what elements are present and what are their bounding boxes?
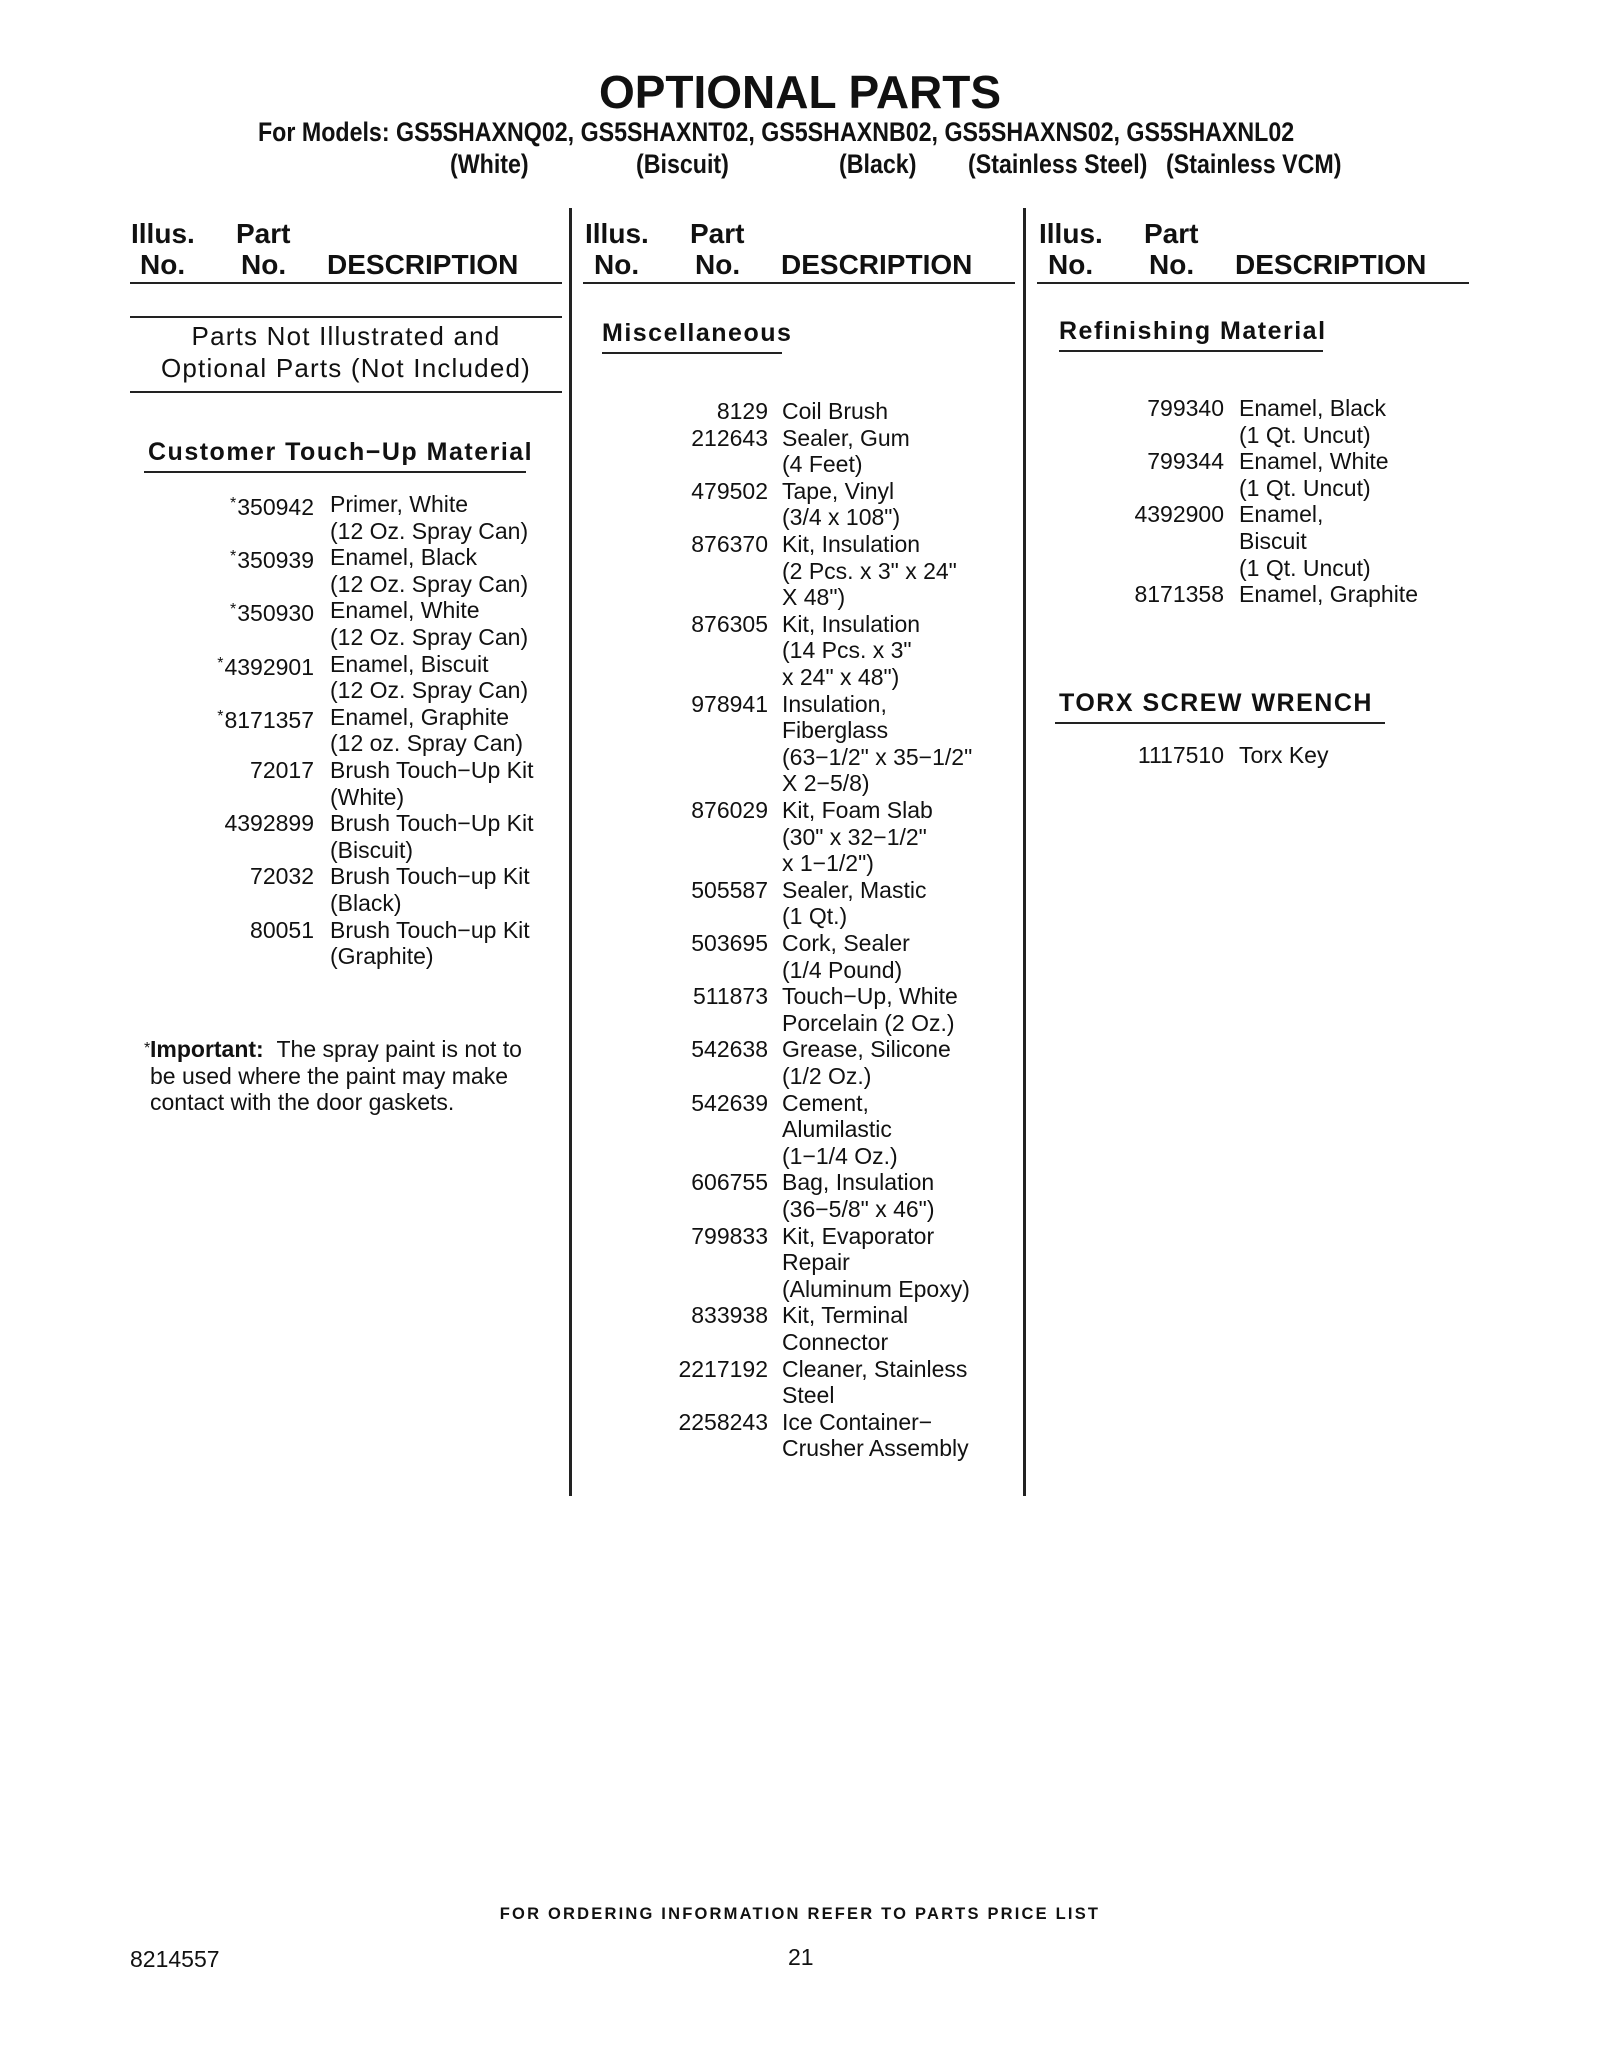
section-title-text: Refinishing Material xyxy=(1059,317,1327,345)
variant-biscuit: (Biscuit) xyxy=(636,149,729,179)
intro-line: Optional Parts (Not Included) xyxy=(160,353,532,383)
asterisk-mark: * xyxy=(230,495,237,512)
header-part-no: No. xyxy=(241,249,287,280)
header-illus-no: No. xyxy=(1048,249,1094,280)
header-rule xyxy=(583,282,1015,284)
part-row xyxy=(610,930,1010,983)
section-underline xyxy=(602,352,782,354)
header-description: DESCRIPTION xyxy=(781,249,973,280)
part-row xyxy=(610,1223,1010,1303)
part-number-value: 876305 xyxy=(691,610,768,637)
ordering-note: FOR ORDERING INFORMATION REFER TO PARTS PRICE LIST xyxy=(499,1905,1101,1923)
models-line: For Models: GS5SHAXNQ02, GS5SHAXNT02, GS5SHAXNB02, GS5SHAXNS02, GS5SHAXNL02 xyxy=(258,117,1295,147)
part-number-value: 606755 xyxy=(691,1169,768,1196)
part-row xyxy=(610,398,1010,425)
part-number xyxy=(610,531,768,558)
note-label: Important: xyxy=(150,1036,264,1062)
part-number xyxy=(610,983,768,1010)
part-number-value: 511873 xyxy=(692,983,768,1010)
part-number xyxy=(610,611,768,638)
header-part: Part xyxy=(690,218,745,249)
part-row xyxy=(610,1409,1010,1462)
header-description: DESCRIPTION xyxy=(1235,249,1427,280)
part-row xyxy=(610,983,1010,1036)
asterisk-mark: * xyxy=(230,548,237,566)
part-description: Brush Touch−Up Kit (Biscuit) xyxy=(330,810,534,863)
variant-stainless-steel: (Stainless Steel) xyxy=(968,149,1148,179)
part-number xyxy=(610,1169,768,1196)
note-text: The spray paint is not to be used where the paint may make contact with the door gaskets. xyxy=(150,1036,522,1116)
part-description: Enamel, Biscuit (12 Oz. Spray Can) xyxy=(330,650,529,704)
part-number-value: 503695 xyxy=(691,930,768,956)
part-number xyxy=(610,1036,768,1063)
part-number-value: 479502 xyxy=(691,477,768,504)
part-row xyxy=(150,863,560,916)
important-note xyxy=(144,1036,550,1116)
section-underline xyxy=(1055,722,1385,724)
part-number-value: 4392901 xyxy=(224,653,314,680)
part-row xyxy=(150,544,560,597)
part-number xyxy=(610,877,768,904)
part-number xyxy=(610,425,768,452)
section-title-text: Customer Touch−Up Material xyxy=(148,438,534,466)
part-number xyxy=(610,797,768,824)
part-row xyxy=(610,531,1010,611)
header-illus: Illus. xyxy=(131,218,195,249)
part-number-value: 876029 xyxy=(691,797,768,823)
part-number xyxy=(610,1223,768,1250)
part-number xyxy=(150,597,314,627)
part-description: Torx Key xyxy=(1239,742,1329,768)
part-number-value: 350930 xyxy=(237,600,314,627)
part-description: Tape, Vinyl (3/4 x 108") xyxy=(782,477,901,531)
page-number: 21 xyxy=(788,1944,814,1970)
part-description: Primer, White (12 Oz. Spray Can) xyxy=(330,491,529,544)
part-number-value: 80051 xyxy=(250,916,314,943)
part-number-value: 542638 xyxy=(691,1036,768,1063)
part-row xyxy=(610,1169,1010,1222)
part-description: Bag, Insulation (36−5/8" x 46") xyxy=(782,1169,935,1222)
variant-black: (Black) xyxy=(839,149,917,179)
part-row xyxy=(1060,501,1460,581)
part-number xyxy=(150,757,314,784)
part-number xyxy=(610,930,768,957)
note-asterisk: * xyxy=(144,1040,151,1057)
part-row xyxy=(610,425,1010,478)
part-description: Enamel, Graphite xyxy=(1239,581,1418,608)
part-description: Enamel, Biscuit (1 Qt. Uncut) xyxy=(1239,501,1371,581)
part-description: Kit, Insulation (2 Pcs. x 3" x 24" X 48") xyxy=(782,531,957,611)
part-description: Coil Brush xyxy=(782,398,889,424)
part-number-value: 4392900 xyxy=(1134,501,1224,528)
part-description: Kit, Terminal Connector xyxy=(782,1302,909,1355)
part-description: Ice Container− Crusher Assembly xyxy=(782,1408,969,1462)
part-number-value: 799340 xyxy=(1147,395,1224,421)
section-underline xyxy=(1059,350,1323,352)
variant-white: (White) xyxy=(450,149,529,179)
intro-line: Parts Not Illustrated and xyxy=(191,321,501,351)
part-number-value: 8171358 xyxy=(1134,581,1224,608)
part-number-value: 833938 xyxy=(691,1302,768,1329)
part-row xyxy=(610,691,1010,797)
intro-top-rule xyxy=(130,316,562,318)
part-number-value: 1117510 xyxy=(1137,742,1224,768)
part-description: Touch−Up, White Porcelain (2 Oz.) xyxy=(782,983,958,1036)
part-number xyxy=(1060,581,1224,608)
part-number-value: 212643 xyxy=(691,424,768,451)
part-number-value: 72017 xyxy=(250,757,314,783)
part-number-value: 876370 xyxy=(691,531,768,557)
header-illus-no: No. xyxy=(140,249,186,280)
part-number xyxy=(610,478,768,505)
header-part-no: No. xyxy=(1149,249,1195,280)
part-number xyxy=(610,691,768,718)
part-row xyxy=(610,611,1010,691)
part-number xyxy=(610,398,768,425)
part-row xyxy=(610,1090,1010,1170)
section-title-misc xyxy=(602,318,792,348)
part-number xyxy=(1060,742,1224,769)
part-number xyxy=(610,1356,768,1383)
part-row xyxy=(610,797,1010,877)
header-illus-no: No. xyxy=(594,249,640,280)
section-title-text: Miscellaneous xyxy=(602,319,793,347)
column-divider xyxy=(569,208,572,1496)
part-number-value: 505587 xyxy=(691,876,768,903)
header-part-no: No. xyxy=(695,249,741,280)
part-row xyxy=(1060,581,1460,608)
part-description: Enamel, White (1 Qt. Uncut) xyxy=(1239,448,1389,501)
part-number xyxy=(150,544,314,574)
variant-stainless-vcm: (Stainless VCM) xyxy=(1166,149,1342,179)
part-number-value: 8129 xyxy=(716,398,768,424)
part-description: Enamel, Black (12 Oz. Spray Can) xyxy=(330,544,529,597)
part-number xyxy=(1060,395,1224,422)
part-number xyxy=(150,491,314,521)
part-number-value: 799344 xyxy=(1147,448,1224,475)
part-description: Cement, Alumilastic (1−1/4 Oz.) xyxy=(782,1089,898,1169)
part-description: Enamel, Black (1 Qt. Uncut) xyxy=(1239,395,1387,448)
part-description: Kit, Foam Slab (30" x 32−1/2" x 1−1/2") xyxy=(782,797,933,877)
part-row xyxy=(610,1356,1010,1409)
part-row xyxy=(150,704,560,757)
part-number xyxy=(1060,448,1224,475)
section-title-refinishing xyxy=(1059,316,1327,346)
header-description: DESCRIPTION xyxy=(327,249,519,280)
part-row xyxy=(150,757,560,810)
asterisk-mark: * xyxy=(217,707,224,725)
page-title: OPTIONAL PARTS xyxy=(598,66,1002,118)
part-number xyxy=(150,651,314,681)
header-illus: Illus. xyxy=(585,218,649,249)
asterisk-mark: * xyxy=(230,601,237,619)
part-row xyxy=(150,810,560,863)
part-number-value: 350939 xyxy=(237,547,314,574)
asterisk-mark: * xyxy=(217,654,224,672)
part-number-value: 2258243 xyxy=(678,1408,768,1435)
part-description: Sealer, Mastic (1 Qt.) xyxy=(782,876,927,930)
section-title-torx xyxy=(1059,688,1373,718)
part-description: Kit, Evaporator Repair (Aluminum Epoxy) xyxy=(782,1222,970,1302)
part-number xyxy=(150,810,314,837)
section-title-touchup xyxy=(148,437,533,467)
header-illus: Illus. xyxy=(1039,218,1103,249)
part-row xyxy=(150,651,560,704)
part-description: Grease, Silicone (1/2 Oz.) xyxy=(782,1036,951,1089)
header-part: Part xyxy=(1144,218,1199,249)
part-description: Sealer, Gum (4 Feet) xyxy=(782,424,910,478)
part-description: Brush Touch−Up Kit (White) xyxy=(330,757,534,810)
part-number-value: 2217192 xyxy=(678,1355,768,1382)
part-description: Cleaner, Stainless Steel xyxy=(782,1355,968,1409)
part-number-value: 72032 xyxy=(250,863,314,890)
part-row xyxy=(610,1036,1010,1089)
section-title-text: TORX SCREW WRENCH xyxy=(1059,689,1373,717)
column-divider xyxy=(1023,208,1026,1496)
document-number: 8214557 xyxy=(130,1946,220,1972)
part-description: Cork, Sealer (1/4 Pound) xyxy=(782,930,910,983)
header-rule xyxy=(1037,282,1469,284)
part-number-value: 350942 xyxy=(237,494,314,520)
part-row xyxy=(610,478,1010,531)
part-number xyxy=(150,863,314,890)
part-description: Enamel, White (12 Oz. Spray Can) xyxy=(330,597,529,650)
header-part: Part xyxy=(236,218,291,249)
part-number xyxy=(610,1090,768,1117)
part-description: Kit, Insulation (14 Pcs. x 3" x 24" x 48") xyxy=(782,610,921,690)
part-row xyxy=(1060,395,1460,448)
part-number-value: 799833 xyxy=(691,1222,768,1249)
part-row xyxy=(150,597,560,650)
part-number-value: 978941 xyxy=(691,690,768,717)
part-row xyxy=(610,877,1010,930)
part-number-value: 542639 xyxy=(691,1089,768,1116)
part-number xyxy=(150,704,314,734)
part-number-value: 4392899 xyxy=(224,810,314,837)
section-underline xyxy=(144,471,526,473)
part-number xyxy=(150,917,314,944)
part-description: Insulation, Fiberglass (63−1/2" x 35−1/2" X 2−5/8) xyxy=(782,690,973,797)
part-description: Enamel, Graphite (12 oz. Spray Can) xyxy=(330,703,524,757)
part-row xyxy=(150,917,560,970)
part-description: Brush Touch−up Kit (Black) xyxy=(330,863,530,916)
part-row xyxy=(1060,448,1460,501)
part-number-value: 8171357 xyxy=(224,706,314,733)
part-number xyxy=(610,1409,768,1436)
part-row xyxy=(150,491,560,544)
part-row xyxy=(610,1302,1010,1355)
part-number xyxy=(610,1302,768,1329)
part-number xyxy=(1060,501,1224,528)
intro-bottom-rule xyxy=(130,391,562,393)
part-row xyxy=(1060,742,1460,769)
part-description: Brush Touch−up Kit (Graphite) xyxy=(330,916,530,970)
header-rule xyxy=(130,282,562,284)
